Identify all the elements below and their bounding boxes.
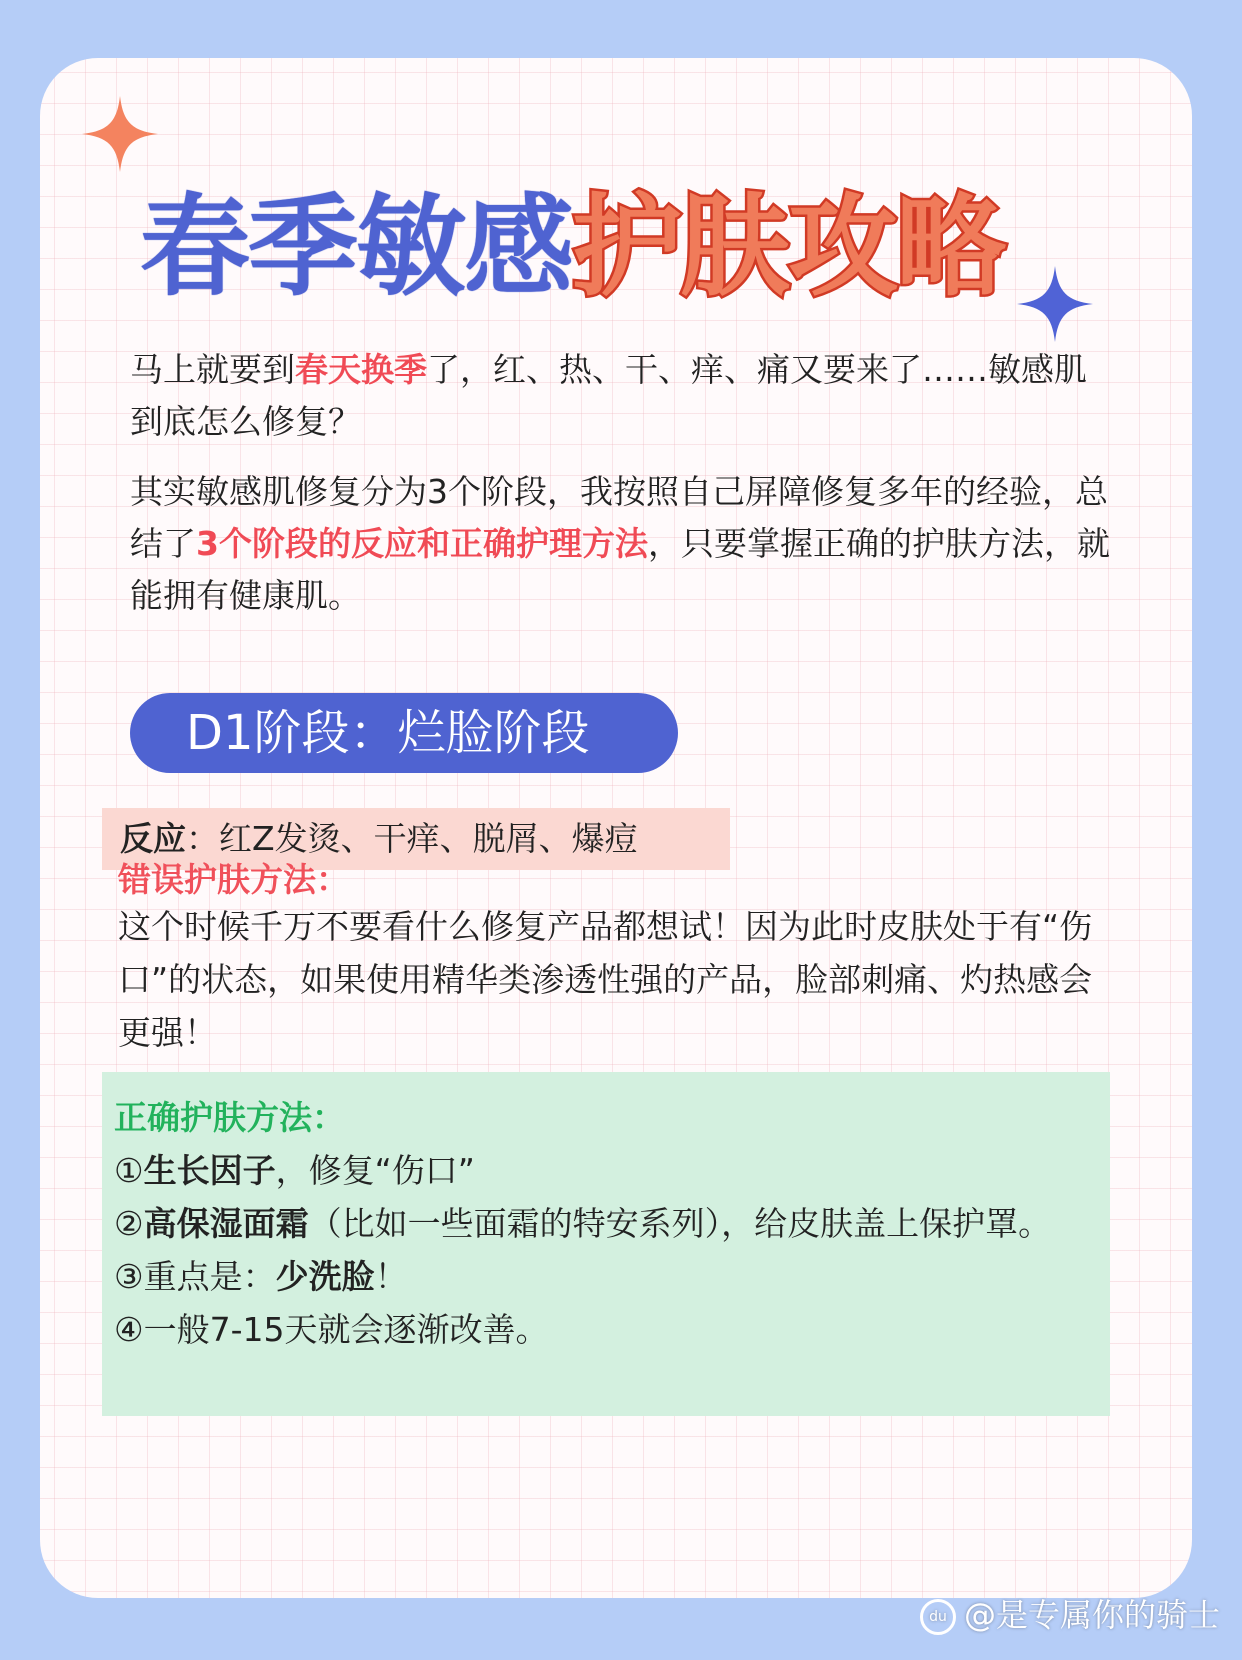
wrong-method-text: 这个时候千万不要看什么修复产品都想试！因为此时皮肤处于有“伤口”的状态，如果使用精华类渗透性强的产品，脸部刺痛、灼热感会更强！	[118, 907, 1093, 1052]
intro-text: ，只要掌握正确的护肤方法，就能拥有健康肌。	[130, 524, 1110, 615]
correct-method-list	[114, 1144, 1104, 1356]
intro-paragraph-1	[130, 344, 1110, 448]
intro-highlight: 3个阶段的反应和正确护理方法	[196, 524, 648, 563]
intro-text: 马上就要到	[130, 350, 295, 389]
item-text: （比如一些面霜的特安系列），给皮肤盖上保护罩。	[308, 1204, 1052, 1243]
intro-text: 了，红、热、干、痒、痛又要来了……敏感肌到底怎么修复？	[130, 350, 1087, 441]
blue-sparkle-icon	[1017, 266, 1093, 342]
page-title	[140, 183, 1004, 311]
intro-text: 其实敏感肌修复分为3个阶段，我按照自己屏障修复多年的经验，总结了	[130, 472, 1108, 563]
item-text: ！	[374, 1257, 408, 1296]
watermark	[920, 1590, 1220, 1636]
item-text: 重点是：	[143, 1257, 276, 1296]
reaction-text: 红Z发烫、干痒、脱屑、爆痘	[219, 819, 638, 858]
item-text: ，修复“伤口”	[275, 1151, 475, 1190]
item-bold: 少洗脸	[275, 1257, 375, 1296]
item-bold: 高保湿面霜	[143, 1204, 309, 1243]
item-number: ④	[114, 1310, 144, 1349]
item-number: ①	[114, 1151, 144, 1190]
list-item	[114, 1250, 1104, 1303]
du-logo-icon: du	[920, 1599, 956, 1635]
correct-method-heading: 正确护肤方法：	[114, 1098, 345, 1137]
list-item	[114, 1197, 1104, 1250]
item-number: ③	[114, 1257, 144, 1296]
list-item	[114, 1303, 1104, 1356]
intro-paragraph-2	[130, 466, 1110, 622]
watermark-text: @是专属你的骑士	[963, 1596, 1220, 1634]
orange-sparkle-icon	[82, 96, 158, 172]
stage-label: D1阶段：烂脸阶段	[130, 693, 678, 773]
list-item	[114, 1144, 1104, 1197]
reaction-label: 反应	[120, 819, 186, 858]
item-number: ②	[114, 1204, 144, 1243]
item-bold: 生长因子	[143, 1151, 276, 1190]
poster-card	[40, 58, 1192, 1598]
title-part-orange: 护肤攻略	[572, 183, 1004, 311]
reaction-colon: ：	[186, 819, 219, 858]
title-part-blue: 春季敏感	[140, 183, 572, 311]
intro-highlight: 春天换季	[295, 350, 427, 389]
correct-method-box	[102, 1072, 1110, 1416]
wrong-method-heading: 错误护肤方法：	[118, 860, 349, 899]
item-text: 一般7-15天就会逐渐改善。	[143, 1310, 549, 1349]
